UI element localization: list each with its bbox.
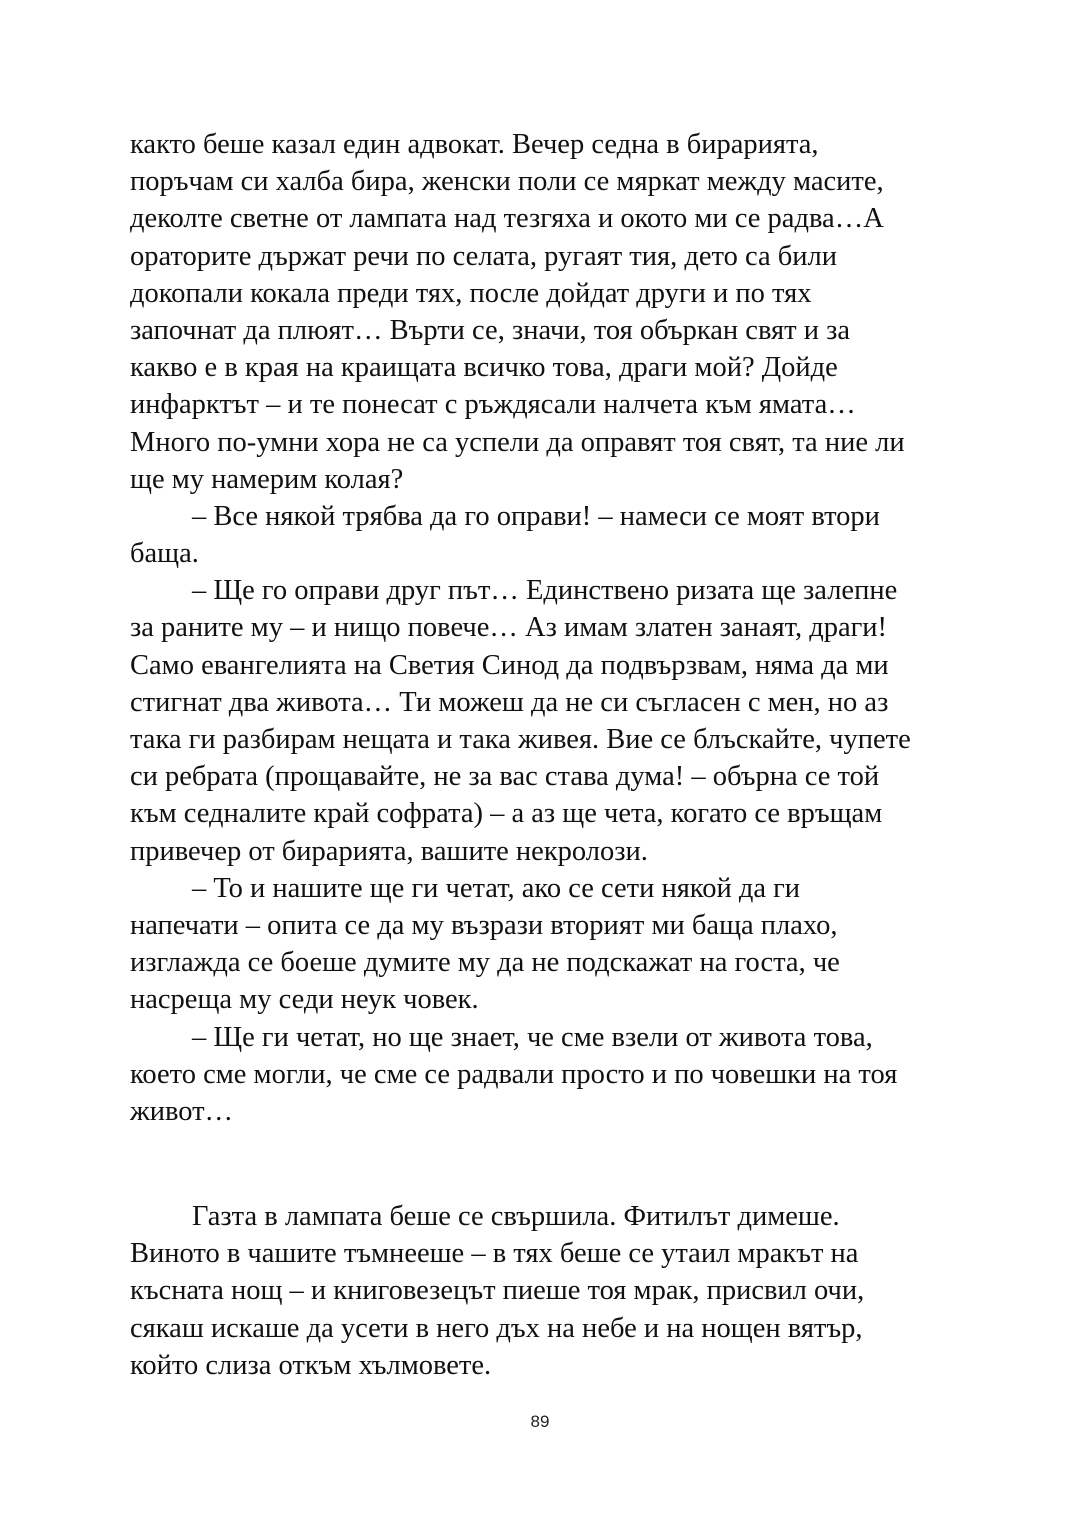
text-line: както беше казал един адвокат. Вечер седна в бирарията, xyxy=(130,129,819,160)
text-line: така ги разбирам нещата и така живея. Вие се блъскайте, чупете xyxy=(130,724,911,755)
closing-paragraph xyxy=(130,1198,960,1384)
dialogue-line: – То и нашите ще ги четат, ако се сети някой да ги xyxy=(192,872,801,904)
text-line: Само евангелията на Светия Синод да подвързвам, няма да ми xyxy=(130,649,889,681)
text-line: инфарктът – и те понесат с ръждясали налчета към ямата… xyxy=(130,389,856,421)
text-line: Много по-умни хора не са успели да оправят тоя свят, та ние ли xyxy=(130,426,905,458)
text-line: напечати – опита се да му възрази вторият ми баща плахо, xyxy=(130,909,838,941)
text-line: сякаш искаше да усети в него дъх на небе и на нощен вятър, xyxy=(130,1312,863,1344)
text-line: започнат да плюят… Върти се, значи, тоя объркан свят и за xyxy=(130,314,851,346)
text-line: за раните му – и нищо повече… Аз имам златен занаят, драги! xyxy=(130,612,888,644)
text-line: стигнат два живота… Ти можеш да не си съгласен с мен, но аз xyxy=(130,686,889,718)
text-line: към седналите край софрата) – а аз ще чета, когато се връщам xyxy=(130,798,883,830)
text-line: баща. xyxy=(130,538,199,570)
text-line: си ребрата (прощавайте, не за вас става дума! – обърна се той xyxy=(130,761,880,793)
main-text-block xyxy=(130,126,960,1130)
text-line: късната нощ – и книговезецът пиеше тоя мрак, присвил очи, xyxy=(130,1275,865,1307)
dialogue-line: – Ще ги четат, но ще знает, че сме взели от живота това, xyxy=(192,1021,873,1053)
text-line: изглажда се боеше думите му да не подскажат на госта, че xyxy=(130,947,840,979)
dialogue-line: – Ще го оправи друг път… Единствено ризата ще залепне xyxy=(192,575,898,607)
text-line: Газта в лампата беше се свършила. Фитилът димеше. xyxy=(192,1201,840,1232)
text-line: който слиза откъм хълмовете. xyxy=(130,1349,492,1381)
text-line: ораторите държат речи по селата, ругаят тия, дето са били xyxy=(130,240,837,272)
text-line: деколте светне от лампата над тезгяха и окото ми се радва…А xyxy=(130,203,884,235)
text-line: Виното в чашите тъмнееше – в тях беше се утаил мракът на xyxy=(130,1238,859,1270)
text-line: какво е в края на краищата всичко това, драги мой? Дойде xyxy=(130,352,838,384)
text-line: ще му намерим колая? xyxy=(130,463,404,495)
text-line: което сме могли, че сме се радвали просто и по човешки на тоя xyxy=(130,1058,898,1090)
text-line: живот… xyxy=(130,1095,234,1127)
text-line: поръчам си халба бира, женски поли се мяркат между масите, xyxy=(130,166,884,198)
text-line: насреща му седи неук човек. xyxy=(130,984,479,1016)
text-line: докопали кокала преди тях, после дойдат други и по тях xyxy=(130,277,812,309)
dialogue-line: – Все някой трябва да го оправи! – намеси се моят втори xyxy=(192,500,880,532)
text-line: привечер от бирарията, вашите некролози. xyxy=(130,835,648,867)
page-number: 89 xyxy=(530,1412,550,1431)
